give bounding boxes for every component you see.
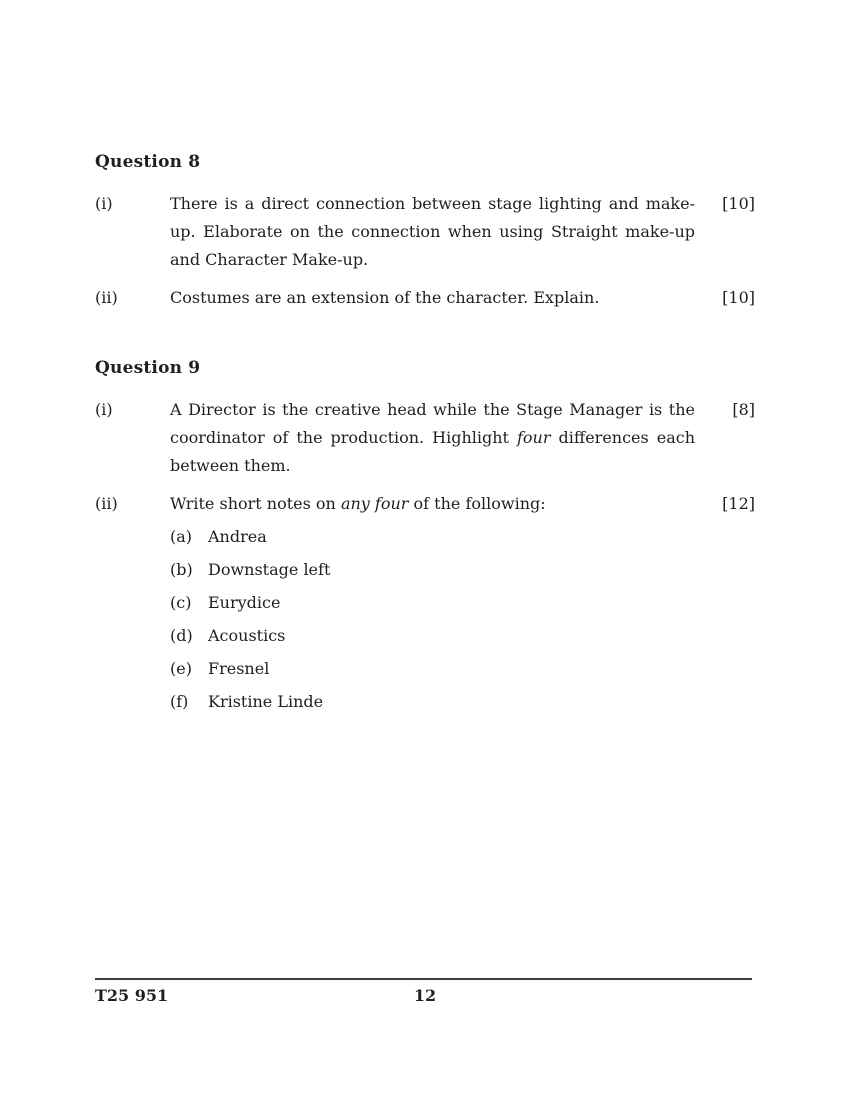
text-segment: There is a direct connection between stage lighting and make-up. Elaborate on the connection when using Straight make-up and Character Make-up. (170, 194, 695, 269)
part-text (170, 284, 695, 312)
list-item (170, 688, 695, 716)
question-9-block (95, 358, 755, 721)
part-text (170, 490, 695, 518)
question-9-title: Question 9 (95, 358, 201, 378)
text-segment: Write short notes on (170, 494, 341, 513)
part-text (170, 190, 695, 274)
marks-badge: [10] (722, 288, 755, 307)
list-item-text: Fresnel (208, 659, 270, 678)
text-segment: differences each between them. (170, 428, 696, 475)
list-item-text: Downstage left (208, 560, 331, 579)
text-segment: of the following: (408, 494, 546, 513)
list-item-label: (e) (170, 659, 192, 678)
list-item-label: (f) (170, 692, 189, 711)
page-footer (95, 984, 755, 1008)
text-segment: Costumes are an extension of the character. Explain. (170, 288, 600, 307)
page-number: 12 (413, 986, 437, 1005)
list-item-label: (a) (170, 527, 193, 546)
list-item (170, 556, 695, 584)
list-item-label: (c) (170, 593, 192, 612)
marks-badge: [12] (722, 494, 755, 513)
part-body (170, 490, 695, 721)
list-item (170, 622, 695, 650)
part-number: (ii) (95, 494, 118, 513)
question-9-part-i (95, 396, 755, 480)
part-body (170, 284, 695, 312)
question-8-block (95, 152, 755, 312)
list-item (170, 655, 695, 683)
italic-text-segment: any four (340, 494, 409, 513)
list-item-label: (b) (170, 560, 193, 579)
paper-code: T25 951 (95, 986, 169, 1005)
list-item-text: Kristine Linde (208, 692, 324, 711)
footer-divider (95, 978, 752, 980)
list-item (170, 523, 695, 551)
list-item (170, 589, 695, 617)
part-body (170, 396, 695, 480)
marks-badge: [8] (732, 400, 755, 419)
question-8-part-i (95, 190, 755, 274)
list-item-text: Eurydice (208, 593, 281, 612)
part-number: (i) (95, 400, 113, 419)
part-number: (i) (95, 194, 113, 213)
part-number: (ii) (95, 288, 118, 307)
list-item-text: Acoustics (208, 626, 286, 645)
question-8-part-ii (95, 284, 755, 312)
marks-badge: [10] (722, 194, 755, 213)
italic-text-segment: four (516, 428, 551, 447)
question-9-part-ii (95, 490, 755, 721)
text-segment: A Director is the creative head while the Stage Manager is the coordinator of the production. Highlight (170, 400, 695, 447)
list-item-label: (d) (170, 626, 193, 645)
part-text (170, 396, 695, 480)
short-notes-list (170, 523, 695, 716)
part-body (170, 190, 695, 274)
list-item-text: Andrea (208, 527, 267, 546)
question-8-title: Question 8 (95, 152, 201, 172)
page-content (95, 152, 755, 731)
